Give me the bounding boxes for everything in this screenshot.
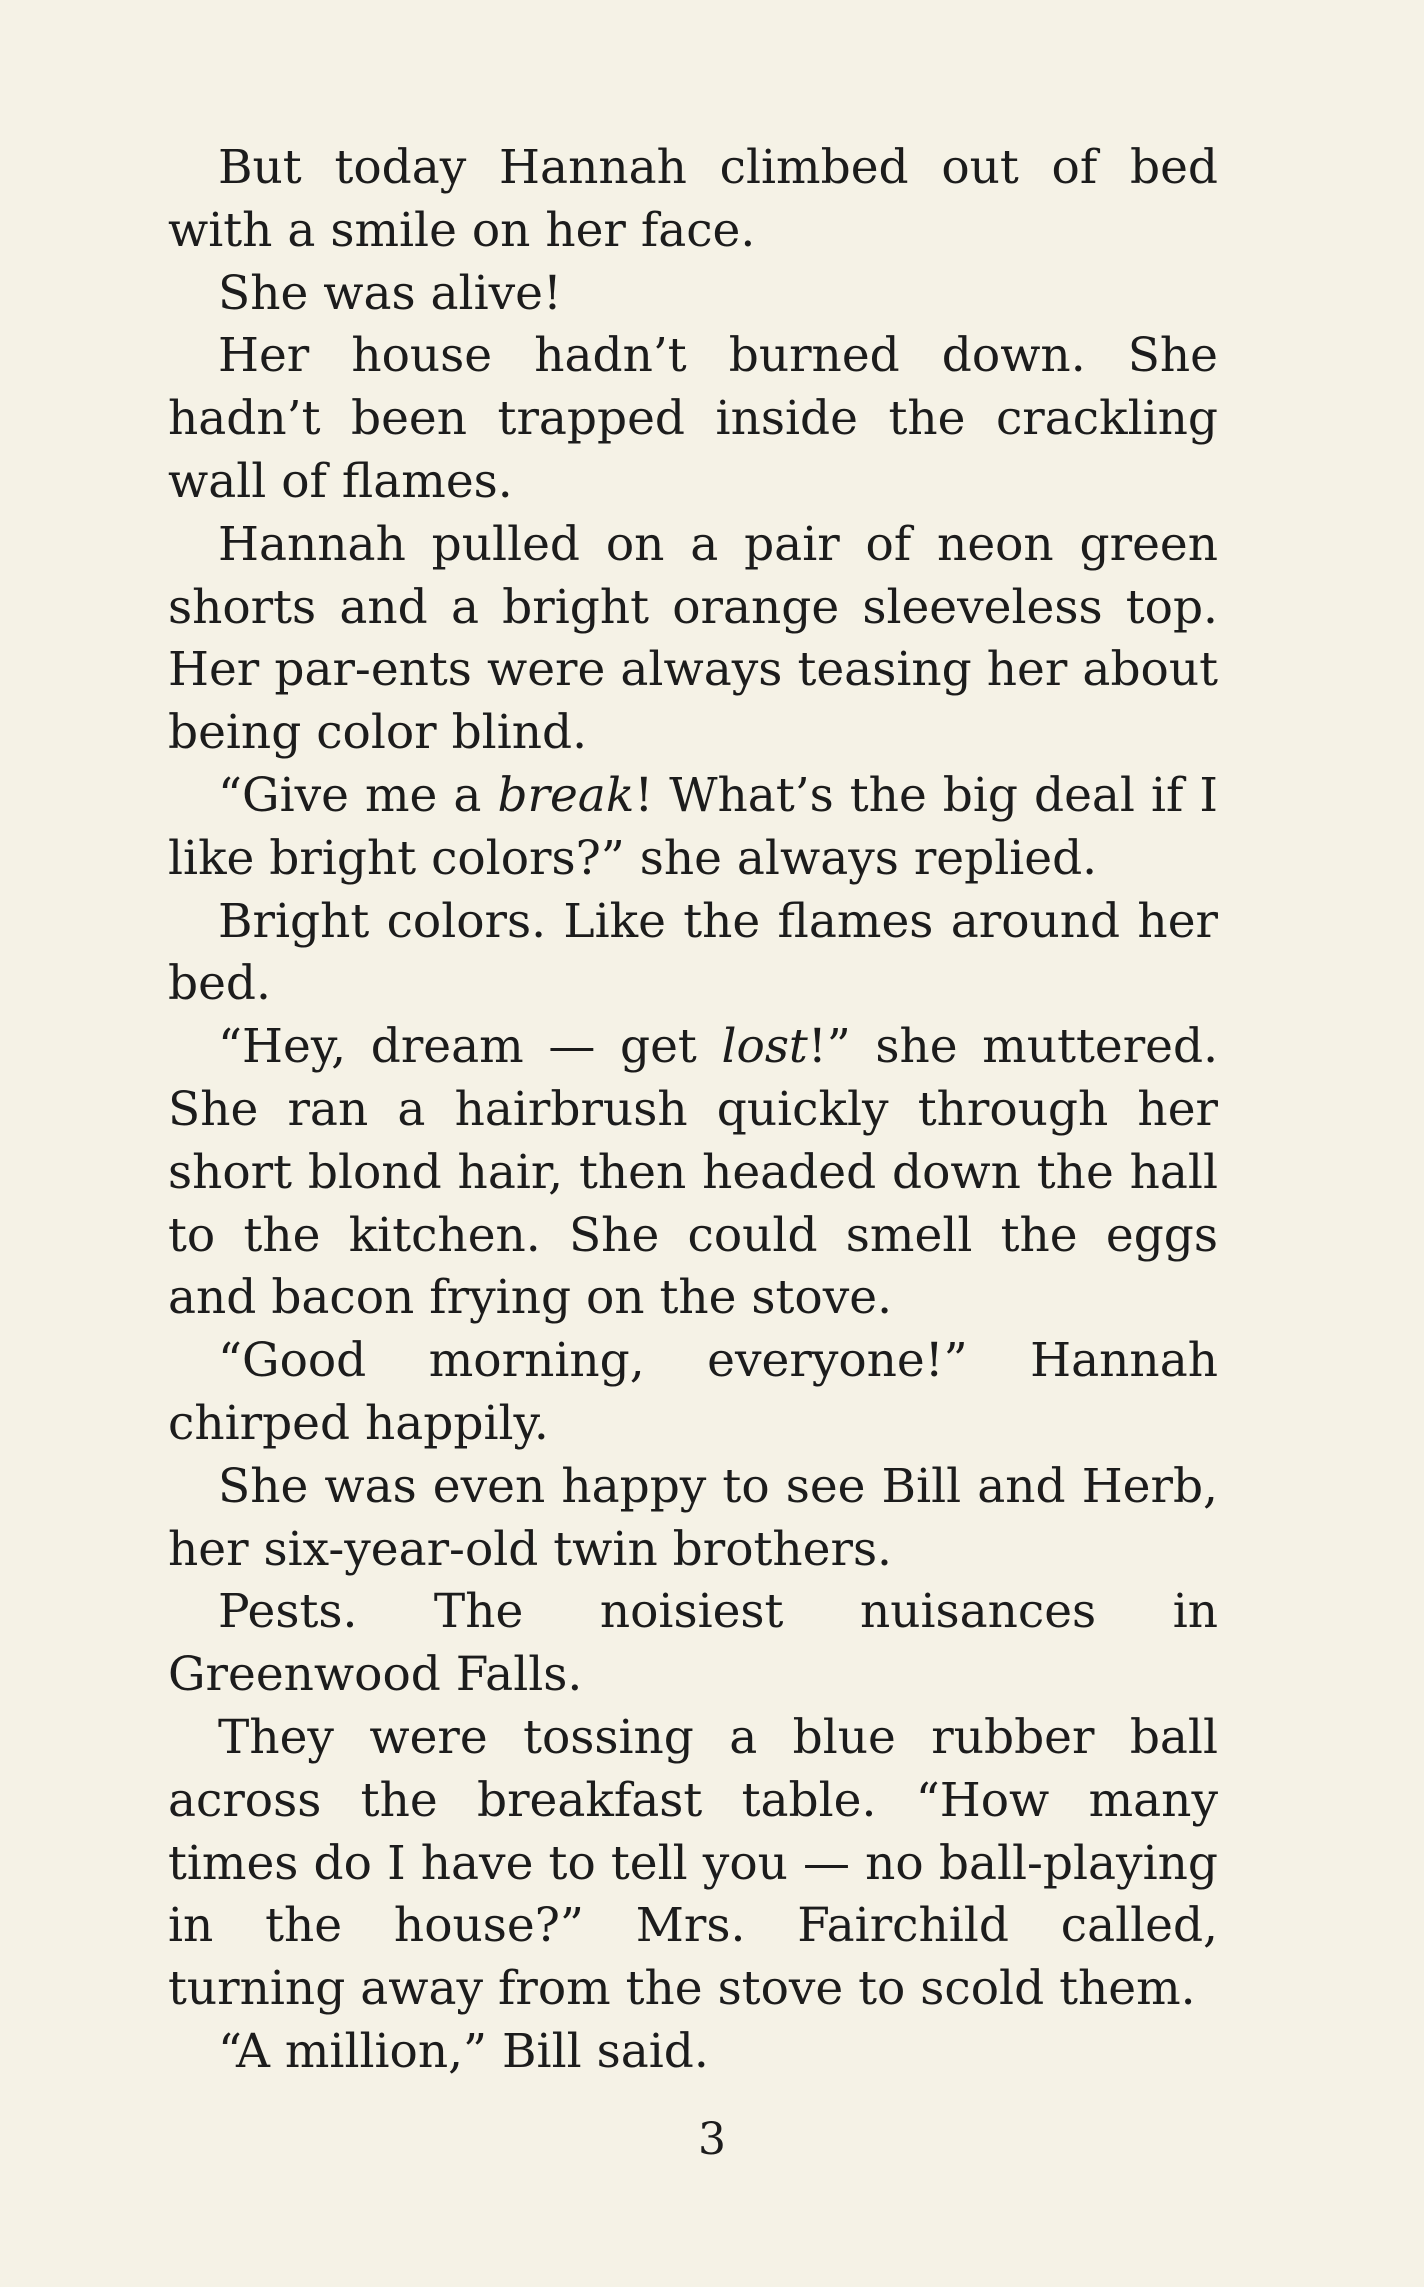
text-run: Hannah pulled on a pair of neon green shorts and a bright orange sleeveless top. Her par-ents were always teasing her about being color blind. [168,516,1218,761]
text-run: “Give me a [218,767,498,823]
body-text [168,137,1218,2084]
paragraph [168,325,1218,513]
emphasis-text: break [497,767,635,823]
paragraph [168,1456,1218,1582]
paragraph [168,1707,1218,2021]
text-run: She was even happy to see Bill and Herb, her six-year-old twin brothers. [168,1458,1218,1577]
text-run: She was alive! [218,265,562,321]
text-run: Pests. The noisiest nuisances in Greenwood Falls. [168,1584,1218,1703]
text-run: “Hey, dream — get [218,1019,722,1075]
paragraph [168,263,1218,326]
paragraph [168,891,1218,1017]
paragraph [168,765,1218,891]
text-run: “A million,” Bill said. [218,2023,709,2079]
text-run: “Good morning, everyone!” Hannah chirped happily. [168,1333,1218,1451]
paragraph [168,1330,1218,1456]
text-run: ! What’s the big deal if I like bright colors?” she always replied. [168,767,1218,886]
emphasis-text: lost [721,1019,808,1075]
paragraph [168,514,1218,765]
paragraph [168,1581,1218,1707]
paragraph [168,2021,1218,2084]
text-run: But today Hannah climbed out of bed with a smile on her face. [168,140,1218,258]
text-run: They were tossing a blue rubber ball across the breakfast table. “How many times do I have to tell you — no ball-playing in the house?” Mrs. Fairchild called, turning away from the stove to scold them. [168,1709,1218,2017]
text-run: Her house hadn’t burned down. She hadn’t been trapped inside the crackling wall of flames. [168,328,1218,509]
text-run: !” she muttered. She ran a hairbrush quickly through her short blond hair, then headed down the hall to the kitchen. She could smell the eggs and bacon frying on the stove. [168,1019,1219,1326]
paragraph [168,1016,1218,1330]
text-run: Bright colors. Like the flames around her bed. [168,893,1218,1012]
paragraph [168,137,1218,263]
page-number: 3 [698,2114,726,2165]
